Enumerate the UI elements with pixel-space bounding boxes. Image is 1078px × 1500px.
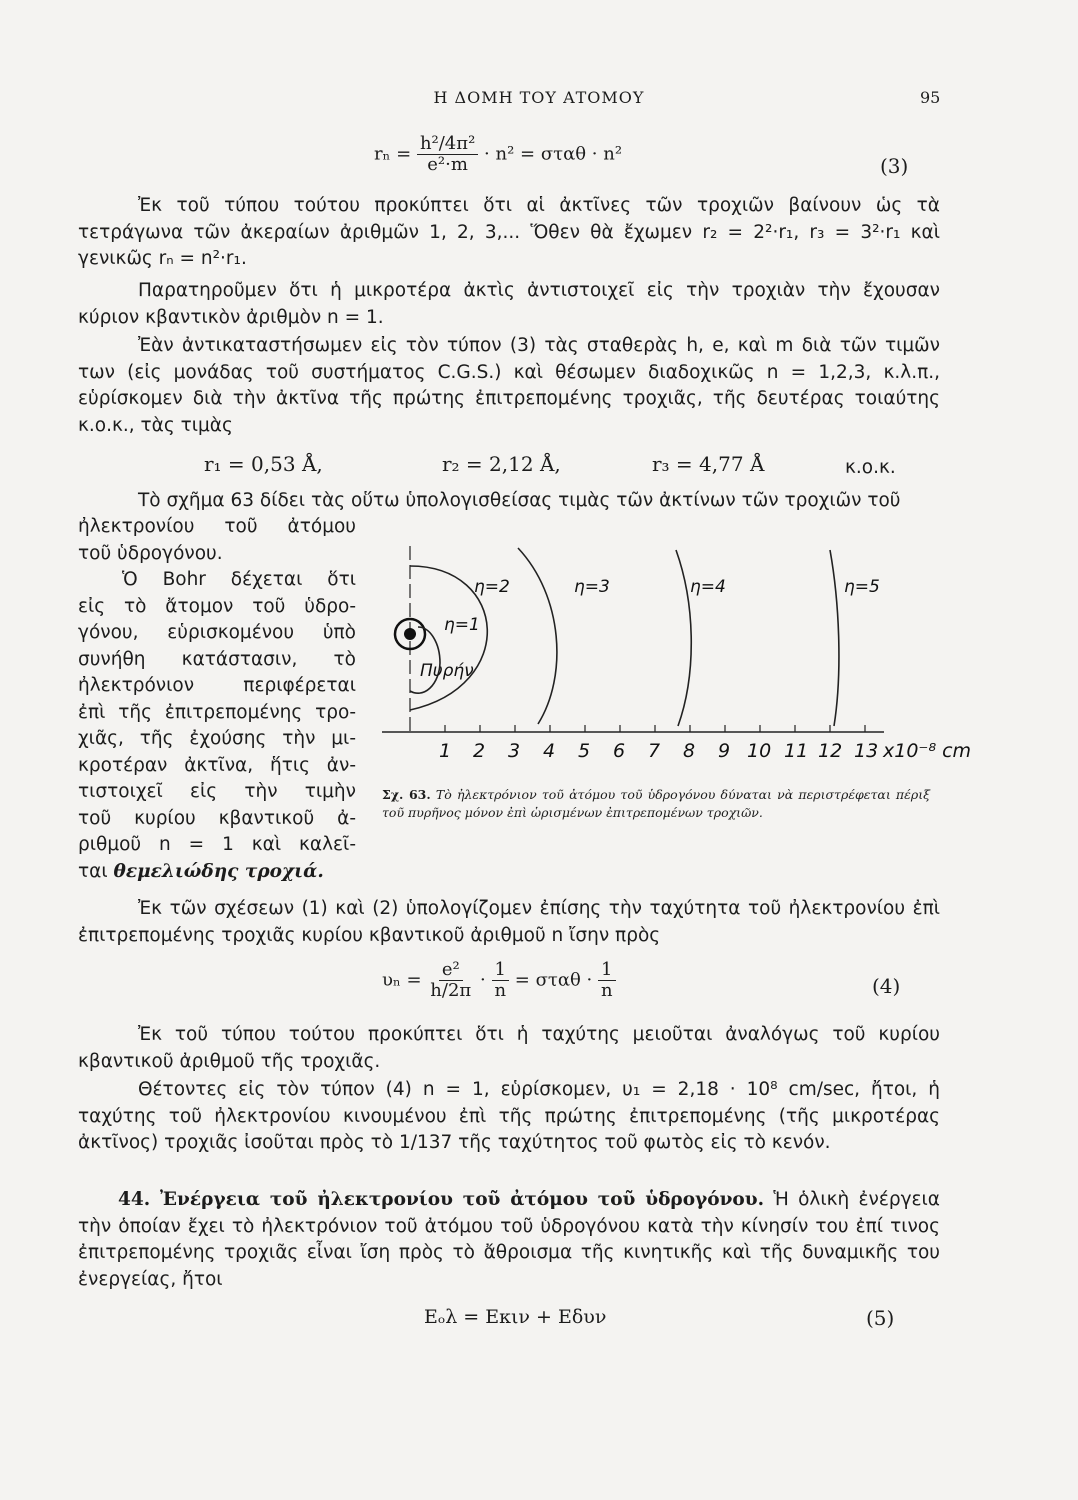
tick-4: 4 <box>543 740 556 762</box>
nucleus-label: Πυρήν <box>420 661 474 681</box>
axis-unit: x10⁻⁸ cm <box>883 740 972 762</box>
paragraph-1: Ἐκ τοῦ τύπου τούτου προκύπτει ὅτι αἱ ἀκτῖνες τῶν τροχιῶν βαίνουν ὡς τὰ τετράγωνα τῶν ἀκεραίων ἀριθμῶν 1, 2, 3,... Ὅθεν θὰ ἔχωμεν r₂ = 2²·r₁, r₃ = 3²·r₁ καὶ γενικῶς rₙ = n²·r₁. <box>78 195 940 269</box>
paragraph-2: Παρατηροῦμεν ὅτι ἡ μικροτέρα ἀκτὶς ἀντιστοιχεῖ εἰς τὴν τροχιὰν τὴν ἔχουσαν κύριον κβαντικὸν ἀριθμὸν n = 1. <box>78 280 940 328</box>
equation-5: Eₒλ = Eκιν + Eδυν <box>424 1306 607 1328</box>
orbit-label-n5: η=5 <box>844 577 880 597</box>
nucleus <box>404 628 416 640</box>
term-ground-orbit: θεμελιώδης τροχιά. <box>113 860 324 882</box>
section-44 <box>78 1187 940 1293</box>
value-etc: κ.ο.κ. <box>845 457 896 478</box>
paragraph-4-head: Τὸ σχῆμα 63 δίδει τὰς οὕτω ὑπολογισθείσας τιμὰς τῶν ἀκτίνων τῶν τροχιῶν τοῦ <box>138 490 901 511</box>
tick-7: 7 <box>648 740 661 762</box>
equation-4: υₙ = $\frac{\text{e²}}{h/2\pi}$ · $\frac{1}{n}$ = σταθ · $\frac{1}{n}$ <box>382 960 616 1001</box>
paragraph-7: Θέτοντες εἰς τὸν τύπον (4) n = 1, εὑρίσκομεν, υ₁ = 2,18 · 10⁸ cm/sec, ἤτοι, ἡ ταχύτης τοῦ ἠλεκτρονίου κινουμένου ἐπὶ τῆς πρώτης ἐπιτρεπομένης (τῆς μικροτέρας ἀκτῖνος) τροχιᾶς ἰσοῦται πρὸς τὸ 1/137 τῆς ταχύτητος τοῦ φωτὸς εἰς τὸ κενόν. <box>78 1079 940 1153</box>
paragraph-6: Ἐκ τοῦ τύπου τούτου προκύπτει ὅτι ἡ ταχύτης μειοῦται ἀναλόγως τοῦ κυρίου κβαντικοῦ ἀριθμοῦ τῆς τροχιᾶς. <box>78 1024 940 1072</box>
orbit-label-n4: η=4 <box>690 577 726 597</box>
paragraph-3: Ἐὰν ἀντικαταστήσωμεν εἰς τὸν τύπον (3) τὰς σταθερὰς h, e, καὶ m διὰ τῶν τιμῶν των (εἰς μονάδας τοῦ συστήματος C.G.S.) καὶ θέσωμεν διαδοχικῶς n = 1,2,3, κ.λ.π., εὑρίσκομεν διὰ τὴν ἀκτῖνα τῆς πρώτης ἐπιτρεπομένης τροχιᾶς, τῆς δευτέρας τοιαύτης κ.ο.κ., τὰς τιμὰς <box>78 335 940 436</box>
axis-tick-marks <box>445 725 865 732</box>
equation-3: rₙ = $\frac{\text{h²/4π²}}{\text{e²·m}}$ · n² = σταθ · n² <box>374 133 623 175</box>
section-44-text: Ἡ ὁλικὴ ἐνέργεια τὴν ὁποίαν ἔχει τὸ ἠλεκτρόνιον τοῦ ἀτόμου τοῦ ὑδρογόνου κατὰ τὴν κίνησίν του ἐπί τινος ἐπιτρεπομένης τροχιᾶς εἶναι ἴση πρὸς τὸ ἄθροισμα τῆς κινητικῆς καὶ τῆς δυναμικῆς του ἐνεργείας, ἤτοι <box>78 1189 940 1290</box>
tick-1: 1 <box>439 740 452 762</box>
tick-2: 2 <box>473 740 486 762</box>
orbit-label-n2: η=2 <box>474 577 510 597</box>
running-header: Η ΔΟΜΗ ΤΟΥ ΑΤΟΜΟΥ <box>433 88 645 107</box>
page-number: 95 <box>920 88 941 107</box>
tick-13: 13 <box>854 740 879 762</box>
paragraph-4-column: ἠλεκτρονίου τοῦ ἀτόμου τοῦ ὑδρογόνου. Ὁ Bohr δέχεται ὅτι εἰς τὸ ἄτομον τοῦ ὑδρο- γόνου, εὑρισκομένου ὑπὸ συνήθη κατάστασιν, τὸ ἠλεκτρόνιον περιφέρεται ἐπὶ τῆς ἐπιτρεπομένης τρο- χιᾶς, τῆς ἐχούσης τὴν μι- κροτέραν ἀκτῖνα, ἥτις ἀν- τιστοιχεῖ εἰς τὴν τιμὴν τοῦ κυρίου κβαντικοῦ ἀ- ριθμοῦ n = 1 καὶ καλεῖ- ται θεμελιώδης τροχιά. <box>78 516 356 882</box>
value-r3: r₃ = 4,77 Å <box>652 452 765 476</box>
equation-number-3: (3) <box>880 154 909 178</box>
orbit-label-n3: η=3 <box>574 577 610 597</box>
orbit-label-n1: η=1 <box>444 615 480 635</box>
tick-12: 12 <box>818 740 843 762</box>
orbit-n4 <box>676 550 691 726</box>
value-r2: r₂ = 2,12 Å, <box>442 452 561 476</box>
tick-9: 9 <box>718 740 731 762</box>
tick-6: 6 <box>613 740 626 762</box>
figure-63 <box>378 536 972 776</box>
tick-8: 8 <box>683 740 696 762</box>
tick-10: 10 <box>747 740 772 762</box>
equation-number-4: (4) <box>872 974 901 998</box>
tick-3: 3 <box>508 740 521 762</box>
paragraph-5: Ἐκ τῶν σχέσεων (1) καὶ (2) ὑπολογίζομεν ἐπίσης τὴν ταχύτητα τοῦ ἠλεκτρονίου ἐπὶ ἐπιτρεπομένης τροχιᾶς κυρίου κβαντικοῦ ἀριθμοῦ n ἴσην πρὸς <box>78 898 940 946</box>
value-r1: r₁ = 0,53 Å, <box>204 452 323 476</box>
orbit-n5 <box>830 550 839 726</box>
orbit-n3 <box>518 548 557 724</box>
tick-11: 11 <box>784 740 809 762</box>
figure-caption: Σχ. 63. Τὸ ἠλεκτρόνιον τοῦ ἀτόμου τοῦ ὑδρογόνου δύναται νὰ περιστρέφεται πέριξ τοῦ πυρῆνος μόνον ἐπὶ ὡρισμένων ἐπιτρεπομένων τροχιῶν. <box>382 787 930 820</box>
section-44-heading: 44. Ἐνέργεια τοῦ ἠλεκτρονίου τοῦ ἀτόμου τοῦ ὑδρογόνου. <box>118 1189 765 1210</box>
equation-number-5: (5) <box>866 1306 895 1330</box>
tick-5: 5 <box>578 740 591 762</box>
